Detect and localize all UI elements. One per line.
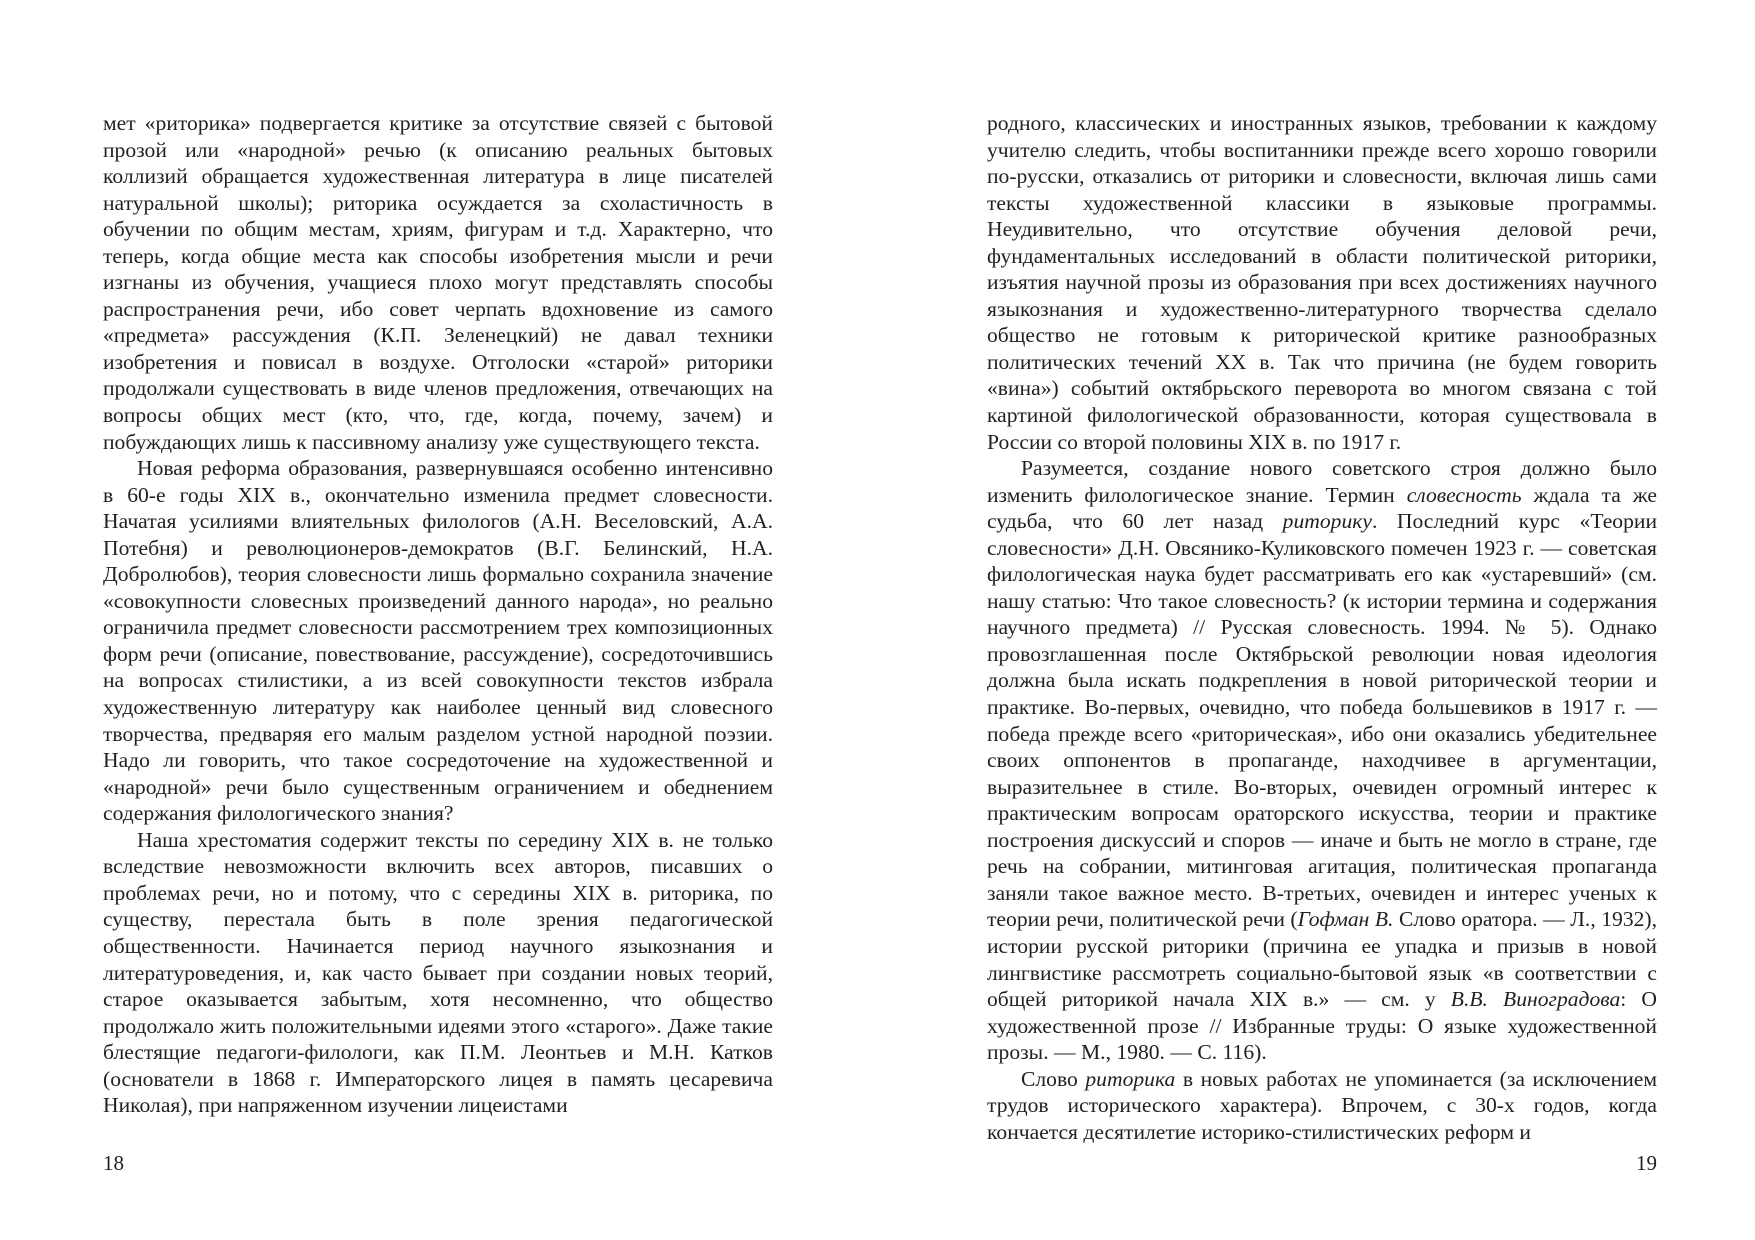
paragraph: родного, классических и иностранных языков, требовании к каждому учителю следить, чтобы воспитанники прежде всего хорошо говорили по-русски, отказались от риторики и словесности, включая лишь сами тексты художественной классики в языковые программы. Неудивительно, что отсутствие обучения деловой речи, фундаментальных исследований в области политической риторики, изъятия научной прозы из образования при всех достижениях научного языкознания и художественно-литературного творчества сделало общество не готовым к риторической критике разнообразных политических течений XX в. Так что причина (не будем говорить «вина») событий октябрьского переворота во многом связана с той картиной филологической образованности, которая существовала в России со второй половины XIX в. по 1917 г. [987,111,1657,454]
page-number: 19 [1636,1151,1657,1175]
italic-term: риторику [1282,509,1372,534]
text-run: Слово оратора. — Л., 1932), истории русской риторики (причина ее упадка и призыв в новой лингвистике рассмотреть социально-бытовой язык «в соответствии с общей риторикой начала XIX в.» — см. у [987,907,1658,1012]
page-number: 18 [103,1151,124,1175]
left-page-text [103,110,773,1119]
text-run: : О художественной прозе // Избранные труды: О языке художественной прозы. — М., 1980. — С. 116). [987,987,1657,1065]
text-run: ждала та же судьба, что 60 лет назад [987,482,1657,534]
right-page-text [987,110,1657,1145]
text-run: в новых работах не упоминается (за исключением трудов исторического характера). Впрочем, с 30-х годов, когда кончается десятилетие историко-стилистических реформ и [987,1066,1657,1144]
paragraph: мет «риторика» подвергается критике за отсутствие связей с бытовой прозой или «народной» речью (к описанию реальных бытовых коллизий обращается художественная литература в лице писателей натуральной школы); риторика осуждается за схоластичность в обучении по общим местам, хриям, фигурам и т.д. Характерно, что теперь, когда общие места как способы изобретения мысли и речи изгнаны из обучения, учащиеся плохо могут представлять способы распространения речи, ибо совет черпать вдохновение из самого «предмета» рассуждения (К.П. Зеленецкий) не давал техники изобретения и повисал в воздухе. Отголоски «старой» риторики продолжали существовать в виде членов предложения, отвечающих на вопросы общих мест (кто, что, где, когда, почему, зачем) и побуждающих лишь к пассивному анализу уже существующего текста. [103,111,773,454]
text-run: Слово [1021,1066,1086,1091]
italic-author: В.В. Виноградова [1450,987,1621,1012]
paragraph: Наша хрестоматия содержит тексты по середину XIX в. не только вследствие невозможности включить всех авторов, писавших о проблемах речи, но и потому, что с середины XIX в. риторика, по существу, перестала быть в поле зрения педагогической общественности. Начинается период научного языкознания и литературоведения, и, как часто бывает при создании новых теорий, старое оказывается забытым, хотя несомненно, что общество продолжало жить положительными идеями этого «старого». Даже такие блестящие педагоги-филологи, как П.М. Леонтьев и М.Н. Катков (основатели в 1868 г. Императорского лицея в память цесаревича Николая), при напряженном изучении лицеистами [103,827,773,1118]
paragraph [987,455,1657,1066]
text-run: . Последний курс «Теории словесности» Д.Н. Овсянико-Куликовского помечен 1923 г. — советская филологическая наука будет рассматривать его как «устаревший» (см. нашу статью: Что такое словесность? (к истории термина и содержания научного предмета) // Русская словесность. 1994. № 5). Однако провозглашенная после Октябрьской революции новая идеология должна была искать подкрепления в новой риторической теории и практике. Во-первых, очевидно, что победа большевиков в 1917 г. — победа прежде всего «риторическая», ибо они оказались убедительнее своих оппонентов в пропаганде, находчивее в аргументации, выразительнее в стиле. Во-вторых, очевиден огромный интерес к практическим вопросам ораторского искусства, теории и практике построения дискуссий и споров — иначе и быть не могло в стране, где речь на собрании, митинговая агитация, политическая пропаганда заняли такое важное место. В-третьих, очевиден и интерес ученых к теории речи, политической речи ( [987,509,1658,932]
italic-author: Гофман В. [1297,907,1394,932]
italic-term: риторика [1085,1066,1176,1091]
left-page [103,110,773,1230]
paragraph: Новая реформа образования, развернувшаяся особенно интенсивно в 60-е годы XIX в., окончательно изменила предмет словесности. Начатая усилиями влиятельных филологов (А.Н. Веселовский, А.А. Потебня) и революционеров-демократов (В.Г. Белинский, Н.А. Добролюбов), теория словесности лишь формально сохранила значение «совокупности словесных произведений данного народа», но реально ограничила предмет словесности рассмотрением трех композиционных форм речи (описание, повествование, рассуждение), сосредоточившись на вопросах стилистики, а из всей совокупности текстов избрала художественную литературу как наиболее ценный вид словесного творчества, предваряя его малым разделом устной народной поэзии. Надо ли говорить, что такое сосредоточение на художественной и «народной» речи было существенным ограничением и обеднением содержания филологического знания? [103,456,773,826]
italic-term: словесность [1406,482,1522,507]
paragraph [987,1066,1657,1146]
right-page [987,110,1657,1230]
text-run: Разумеется, создание нового советского строя должно было изменить филологическое знание. Термин [987,456,1657,507]
